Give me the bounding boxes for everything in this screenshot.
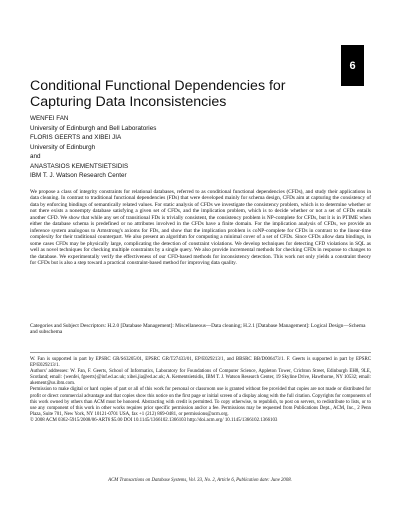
chapter-tab: 6	[341, 45, 364, 86]
funding-note: W. Fan is supported in part by EPSRC GR/S63205/01, EPSRC GR/T27433/01, EP/E029213/1, and BBSRC BB/D006473/1. F. Geerts is supported in part by EPSRC EP/E029213/1.	[30, 357, 371, 369]
address-note: Authors' addresses: W. Fan, F. Geerts, School of Informatics, Laboratory for Foundations of Computer Science, Appleton Tower, Crichton Street, Edinburgh EH8, 9LE, Scotland; email: {wenfei, fgeerts}@inf.ed.ac.uk; xibei.jia@ed.ac.uk; A. Kementsietsidis, IBM T. J. Watson Research Center, 19 Skyline Drive, Hawthorne, NY 10532; email: akement@us.ibm.com.	[30, 369, 371, 387]
categories	[30, 323, 371, 336]
permission-note: Permission to make digital or hard copies of part or all of this work for personal or classroom use is granted without fee provided that copies are not made or distributed for profit or direct commercial advantage and that copies show this notice on the first page or initial screen of a display along with the full citation. Copyrights for components of this work owned by others than ACM must be honored. Abstracting with credit is permitted. To copy otherwise, to republish, to post on servers, to redistribute to lists, or to use any component of this work in other works requires prior specific permission and/or a fee. Permissions may be requested from Publications Dept., ACM, Inc., 2 Penn Plaza, Suite 701, New York, NY 10121-0701 USA, fax +1 (212) 869-0481, or permissions@acm.org.	[30, 387, 371, 417]
author-affiliation: IBM T. J. Watson Research Center	[30, 172, 127, 179]
author-name: WENFEI FAN	[30, 115, 69, 122]
author-conjunction: and	[30, 153, 41, 160]
author-affiliation: University of Edinburgh and Bell Laboratories	[30, 124, 157, 132]
paper-title: Conditional Functional Dependencies for Capturing Data Inconsistencies	[30, 78, 286, 110]
abstract	[30, 189, 371, 266]
footnote-rule	[30, 352, 371, 353]
author-affiliation: University of Edinburgh	[30, 143, 96, 151]
author-name: ANASTASIOS KEMENTSIETSIDIS	[30, 162, 129, 170]
copyright-note: © 2008 ACM 0362-5915/2008/06-ART6 $5.00 DOI 10.1145/1366102.1366103 http://doi.acm.org/ 10.1145/1366102.1366103	[30, 417, 278, 423]
footnote-block	[30, 357, 371, 424]
author-block	[30, 114, 340, 181]
abstract-text: We propose a class of integrity constraints for relational databases, referred to as conditional functional dependencies (CFDs), and study their applications in data cleaning. In contrast to traditional functional dependencies (FDs) that were developed mainly for schema design, CFDs aim at capturing the consistency of data by enforcing bindings of semantically related values. For static analysis of CFDs we investigate the consistency problem, which is to determine whether or not there exists a nonempty database satisfying a given set of CFDs, and the implication problem, which is to decide whether or not a set of CFDs entails another CFD. We show that while any set of transitional FDs is trivially consistent, the consistency problem is NP-complete for CFDs, but it is in PTIME when either the database schema is predefined or no attributes involved in the CFDs have a finite domain. For the implication analysis of CFDs, we provide an inference system analogous to Armstrong's axioms for FDs, and show that the implication problem is coNP-complete for CFDs in contrast to the linear-time complexity for their traditional counterpart. We also present an algorithm for computing a minimal cover of a set of CFDs. Since CFDs allow data bindings, in some cases CFDs may be physically large, complicating the detection of constraint violations. We develop techniques for detecting CFD violations in SQL as well as novel techniques for checking multiple constraints by a single query. We also provide incremental methods for checking CFDs in response to changes to the database. We experimentally verify the effectiveness of our CFD-based methods for inconsistency detection. This work not only yields a constraint theory for CFDs but is also a step toward a practical constraint-based method for improving data quality.	[30, 189, 371, 266]
categories-text: Categories and Subject Descriptors: H.2.0 [Database Management]: Miscellaneous—Data cleaning; H.2.1 [Database Management]: Logical Design—Schema and subschema	[30, 323, 366, 336]
author-name: FLORIS GEERTS and XIBEI JIA	[30, 134, 122, 141]
page-footer: ACM Transactions on Database Systems, Vol. 33, No. 2, Article 6, Publication date: June 2008.	[108, 478, 292, 483]
